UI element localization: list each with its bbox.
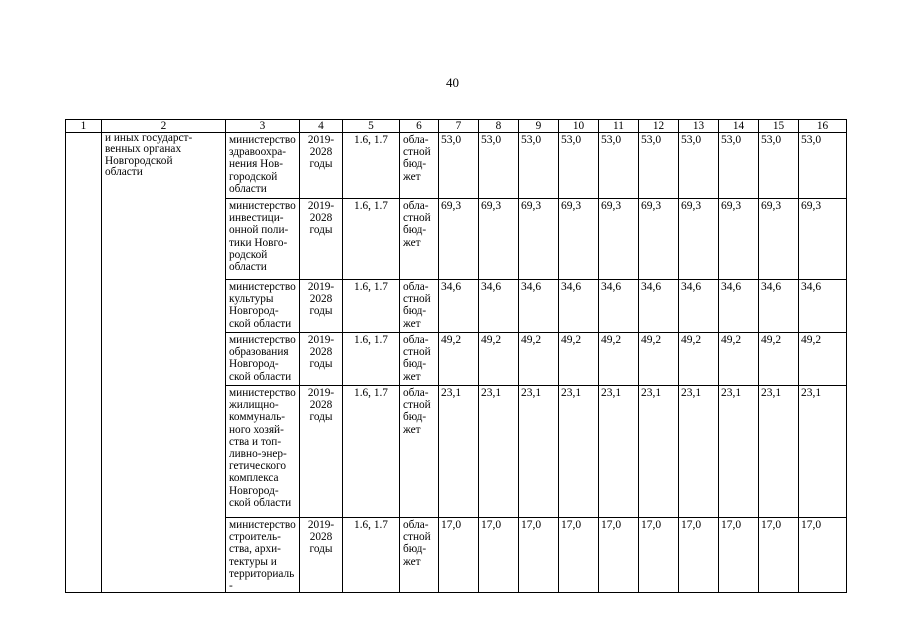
amount-cell: 53,0 [639,133,679,199]
column-number-cell: 4 [300,120,343,133]
amount-cell: 17,0 [479,518,519,593]
column-number-cell: 15 [759,120,799,133]
amount-cell: 49,2 [759,333,799,386]
amount-cell: 69,3 [559,199,599,280]
amount-cell: 49,2 [479,333,519,386]
amount-cell: 49,2 [719,333,759,386]
amount-cell: 49,2 [559,333,599,386]
funding-source-cell: обла- стной бюд- жет [400,280,439,333]
amount-cell: 69,3 [679,199,719,280]
department-cell: министерство инвестици- онной поли- тики Новго- родской области [226,199,300,280]
indicators-cell: 1.6, 1.7 [343,333,400,386]
amount-cell: 69,3 [479,199,519,280]
amount-cell: 49,2 [679,333,719,386]
years-cell: 2019- 2028 годы [300,280,343,333]
amount-cell: 17,0 [679,518,719,593]
amount-cell: 69,3 [519,199,559,280]
column-number-cell: 5 [343,120,400,133]
budget-table [65,119,847,593]
indicators-cell: 1.6, 1.7 [343,386,400,518]
amount-cell: 34,6 [799,280,847,333]
amount-cell: 49,2 [519,333,559,386]
funding-source-cell: обла- стной бюд- жет [400,386,439,518]
measure-name-cell: и иных государст- венных органах Новгородской области [102,133,226,593]
amount-cell: 34,6 [759,280,799,333]
page-number: 40 [446,75,459,90]
amount-cell: 49,2 [439,333,479,386]
amount-cell: 69,3 [719,199,759,280]
column-number-cell: 11 [599,120,639,133]
amount-cell: 23,1 [439,386,479,518]
funding-source-cell: обла- стной бюд- жет [400,133,439,199]
amount-cell: 49,2 [639,333,679,386]
amount-cell: 53,0 [599,133,639,199]
column-number-cell: 13 [679,120,719,133]
column-number-cell: 12 [639,120,679,133]
column-number-cell: 9 [519,120,559,133]
years-cell: 2019- 2028 годы [300,333,343,386]
amount-cell: 23,1 [799,386,847,518]
amount-cell: 23,1 [639,386,679,518]
column-number-cell: 2 [102,120,226,133]
amount-cell: 53,0 [479,133,519,199]
amount-cell: 23,1 [719,386,759,518]
amount-cell: 23,1 [479,386,519,518]
amount-cell: 34,6 [519,280,559,333]
amount-cell: 17,0 [639,518,679,593]
department-cell: министерство здравоохра- нения Нов- городской области [226,133,300,199]
indicators-cell: 1.6, 1.7 [343,280,400,333]
column-number-cell: 1 [66,120,102,133]
table-row [66,133,847,199]
amount-cell: 17,0 [759,518,799,593]
department-cell: министерство культуры Новгород- ской области [226,280,300,333]
department-cell: министерство образования Новгород- ской области [226,333,300,386]
amount-cell: 53,0 [759,133,799,199]
amount-cell: 69,3 [439,199,479,280]
amount-cell: 17,0 [439,518,479,593]
amount-cell: 69,3 [799,199,847,280]
amount-cell: 23,1 [759,386,799,518]
column-number-cell: 3 [226,120,300,133]
amount-cell: 53,0 [559,133,599,199]
column-number-cell: 10 [559,120,599,133]
column-number-cell: 6 [400,120,439,133]
amount-cell: 53,0 [799,133,847,199]
amount-cell: 34,6 [559,280,599,333]
amount-cell: 34,6 [479,280,519,333]
amount-cell: 34,6 [439,280,479,333]
department-cell: министерство жилищно- коммуналь- ного хозяй- ства и топ- ливно-энер- гетического комплекса Новгород- ской области [226,386,300,518]
amount-cell: 34,6 [679,280,719,333]
amount-cell: 17,0 [719,518,759,593]
amount-cell: 23,1 [559,386,599,518]
years-cell: 2019- 2028 годы [300,386,343,518]
row-number-cell [66,133,102,593]
indicators-cell: 1.6, 1.7 [343,518,400,593]
column-number-row [66,120,847,133]
years-cell: 2019- 2028 годы [300,199,343,280]
amount-cell: 34,6 [599,280,639,333]
amount-cell: 17,0 [559,518,599,593]
amount-cell: 49,2 [799,333,847,386]
amount-cell: 53,0 [719,133,759,199]
amount-cell: 23,1 [519,386,559,518]
amount-cell: 17,0 [519,518,559,593]
amount-cell: 23,1 [599,386,639,518]
column-number-cell: 7 [439,120,479,133]
amount-cell: 34,6 [719,280,759,333]
amount-cell: 17,0 [599,518,639,593]
amount-cell: 69,3 [759,199,799,280]
funding-source-cell: обла- стной бюд- жет [400,333,439,386]
amount-cell: 49,2 [599,333,639,386]
amount-cell: 53,0 [519,133,559,199]
amount-cell: 69,3 [599,199,639,280]
amount-cell: 53,0 [679,133,719,199]
amount-cell: 69,3 [639,199,679,280]
amount-cell: 53,0 [439,133,479,199]
indicators-cell: 1.6, 1.7 [343,199,400,280]
years-cell: 2019- 2028 годы [300,133,343,199]
funding-source-cell: обла- стной бюд- жет [400,199,439,280]
amount-cell: 34,6 [639,280,679,333]
department-cell: министерство строитель- ства, архи- тектуры и территориаль- [226,518,300,593]
column-number-cell: 14 [719,120,759,133]
amount-cell: 17,0 [799,518,847,593]
amount-cell: 23,1 [679,386,719,518]
years-cell: 2019- 2028 годы [300,518,343,593]
column-number-cell: 8 [479,120,519,133]
indicators-cell: 1.6, 1.7 [343,133,400,199]
funding-source-cell: обла- стной бюд- жет [400,518,439,593]
column-number-cell: 16 [799,120,847,133]
